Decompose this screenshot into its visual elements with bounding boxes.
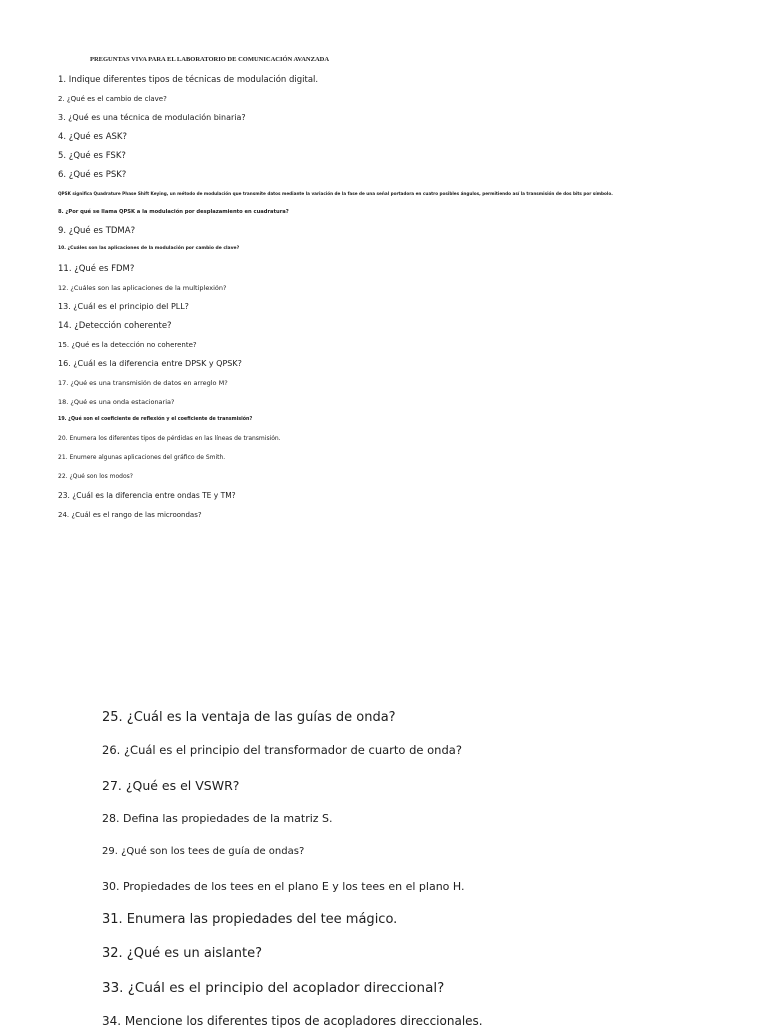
question-32: 32. ¿Qué es un aislante? — [102, 946, 262, 961]
question-14: 14. ¿Detección coherente? — [58, 321, 172, 331]
question-8: 8. ¿Por qué se llama QPSK a la modulación por desplazamiento en cuadratura? — [58, 209, 289, 215]
question-23: 23. ¿Cuál es la diferencia entre ondas TE y TM? — [58, 491, 236, 500]
question-11: 11. ¿Qué es FDM? — [58, 264, 135, 274]
question-34: 34. Mencione los diferentes tipos de acopladores direccionales. — [102, 1014, 483, 1028]
question-17: 17. ¿Qué es una transmisión de datos en arreglo M? — [58, 379, 228, 387]
question-10: 10. ¿Cuáles son las aplicaciones de la modulación por cambio de clave? — [58, 246, 240, 251]
question-15: 15. ¿Qué es la detección no coherente? — [58, 341, 197, 349]
question-16: 16. ¿Cuál es la diferencia entre DPSK y QPSK? — [58, 359, 242, 368]
question-21: 21. Enumere algunas aplicaciones del gráfico de Smith. — [58, 454, 226, 461]
question-19: 19. ¿Qué son el coeficiente de reflexión y el coeficiente de transmisión? — [58, 417, 253, 422]
question-6: 6. ¿Qué es PSK? — [58, 170, 127, 180]
question-27: 27. ¿Qué es el VSWR? — [102, 778, 240, 793]
question-25: 25. ¿Cuál es la ventaja de las guías de onda? — [102, 710, 396, 725]
question-3: 3. ¿Qué es una técnica de modulación binaria? — [58, 113, 246, 122]
question-13: 13. ¿Cuál es el principio del PLL? — [58, 302, 189, 311]
question-4: 4. ¿Qué es ASK? — [58, 132, 127, 142]
question-31: 31. Enumera las propiedades del tee mágico. — [102, 912, 398, 927]
question-18: 18. ¿Qué es una onda estacionaria? — [58, 398, 175, 406]
question-5: 5. ¿Qué es FSK? — [58, 151, 126, 161]
page-title: PREGUNTAS VIVA PARA EL LABORATORIO DE COMUNICACIÓN AVANZADA — [90, 56, 330, 63]
question-2: 2. ¿Qué es el cambio de clave? — [58, 95, 167, 103]
question-24: 24. ¿Cuál es el rango de las microondas? — [58, 511, 202, 519]
question-30: 30. Propiedades de los tees en el plano E y los tees en el plano H. — [102, 880, 465, 893]
question-26: 26. ¿Cuál es el principio del transformador de cuarto de onda? — [102, 743, 462, 757]
question-29: 29. ¿Qué son los tees de guía de ondas? — [102, 846, 305, 857]
question-7-qpsk-answer: QPSK significa Quadrature Phase Shift Keying, un método de modulación que transmite datos mediante la variación de la fase de una señal portadora en cuatro posibles ángulos, permitiendo así la transmisión de dos bits por símbolo. — [58, 191, 613, 196]
question-22: 22. ¿Qué son los modos? — [58, 473, 133, 480]
question-20: 20. Enumera los diferentes tipos de pérdidas en las líneas de transmisión. — [58, 435, 281, 442]
question-9: 9. ¿Qué es TDMA? — [58, 226, 136, 236]
question-12: 12. ¿Cuáles son las aplicaciones de la multiplexión? — [58, 284, 227, 292]
question-28: 28. Defina las propiedades de la matriz S. — [102, 812, 333, 825]
question-1: 1. Indique diferentes tipos de técnicas de modulación digital. — [58, 75, 319, 85]
question-33: 33. ¿Cuál es el principio del acoplador direccional? — [102, 980, 445, 996]
